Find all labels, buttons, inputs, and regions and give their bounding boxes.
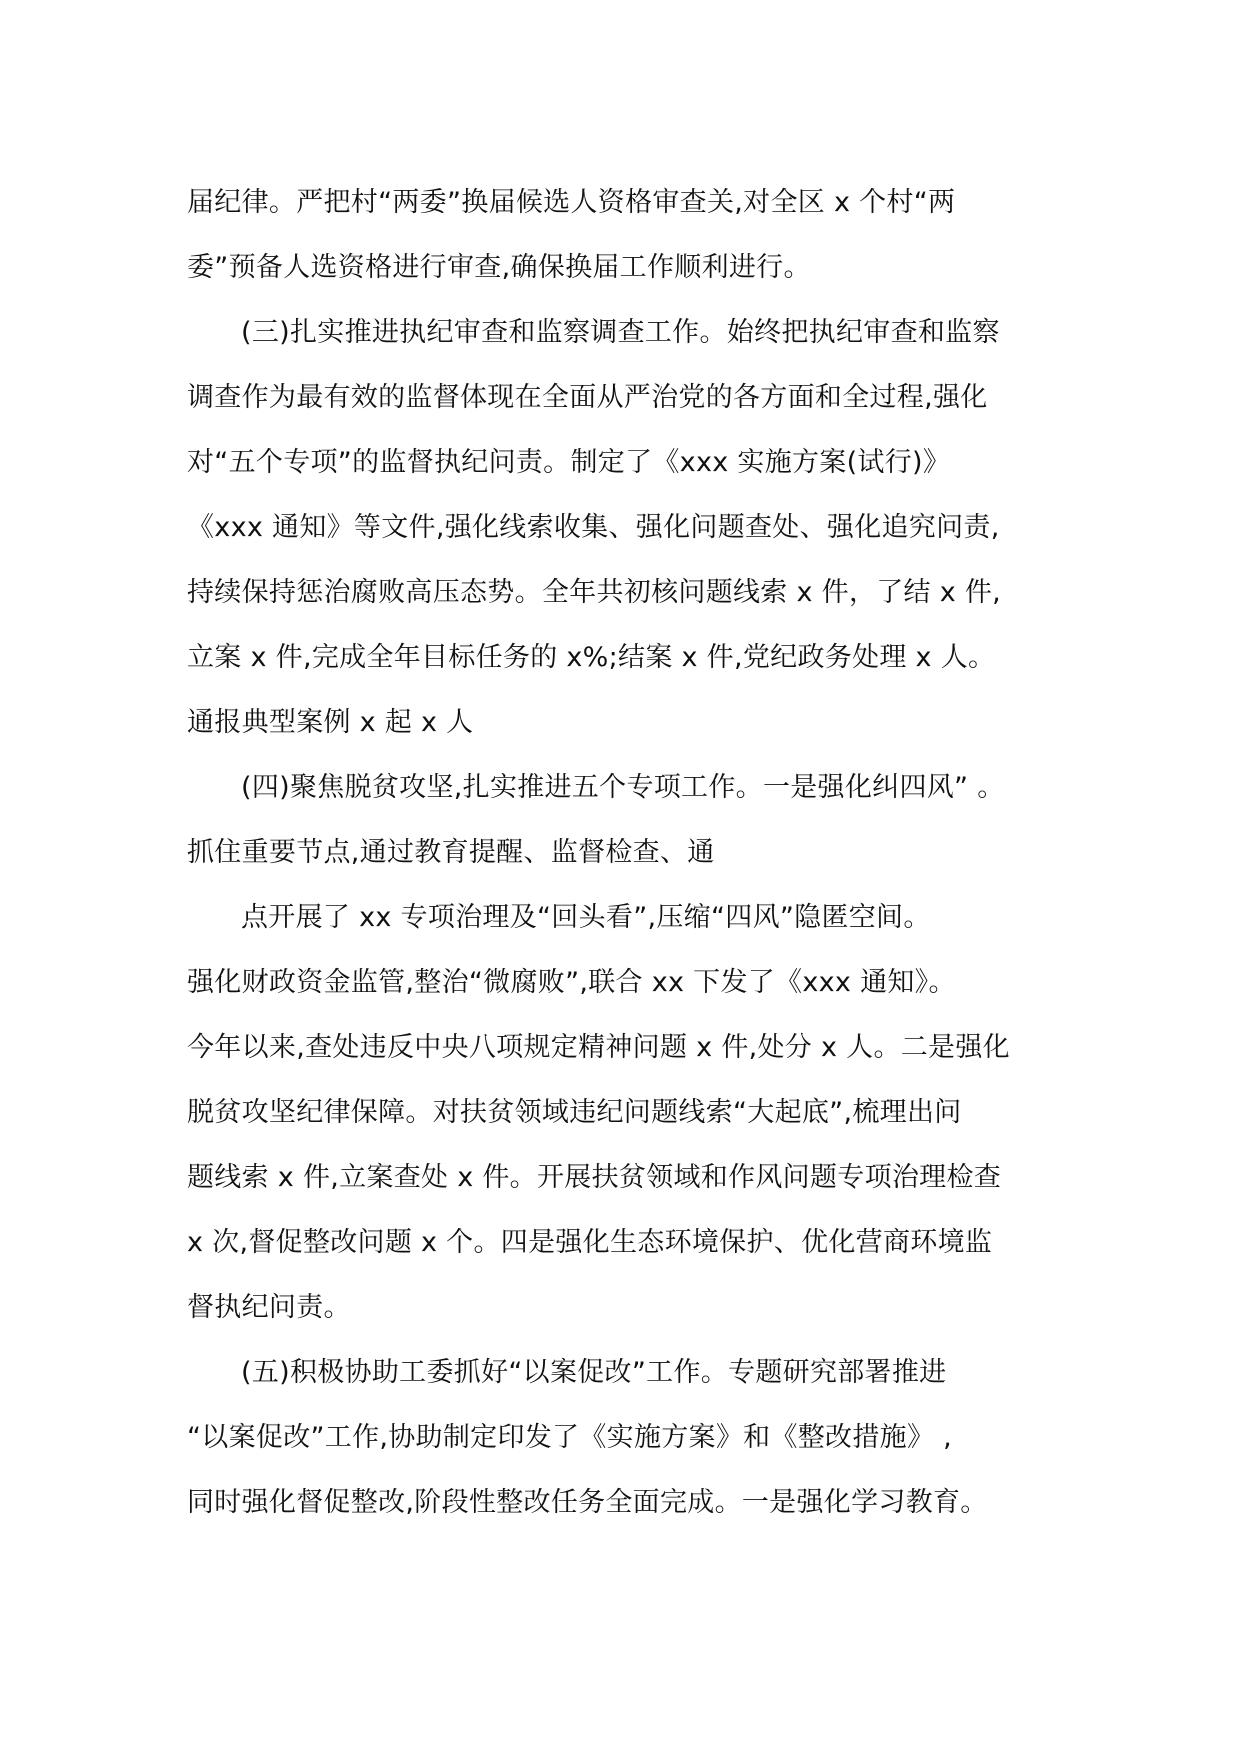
text-line: 脱贫攻坚纪律保障。对扶贫领域违纪问题线索“大起底”,梳理出问 [187, 1097, 962, 1128]
paragraph-section-five [187, 1340, 1057, 1535]
text-line: 委”预备人选资格进行审查,确保换届工作顺利进行。 [187, 252, 811, 283]
text-line: 调查作为最有效的监督体现在全面从严治党的各方面和全过程,强化 [187, 382, 988, 413]
paragraph-section-four [187, 755, 1057, 885]
text-line: 对“五个专项”的监督执纪问责。制定了《xxx 实施方案(试行)》 [187, 447, 951, 478]
text-line: 今年以来,查处违反中央八项规定精神问题 x 件,处分 x 人。二是强化 [187, 1032, 1010, 1063]
paragraph-election-discipline [187, 170, 1057, 300]
text-line: 《xxx 通知》等文件,强化线索收集、强化问题查处、强化追究问责, [187, 512, 1000, 543]
text-line: 立案 x 件,完成全年目标任务的 x%;结案 x 件,党纪政务处理 x 人。 [187, 642, 996, 673]
document-body [187, 170, 1057, 1535]
text-line: 持续保持惩治腐败高压态势。全年共初核问题线索 x 件，了结 x 件, [187, 577, 1002, 608]
text-line: 抓住重要节点,通过教育提醒、监督检查、通 [187, 837, 715, 868]
paragraph-section-three [187, 300, 1057, 755]
text-line: “以案促改”工作,协助制定印发了《实施方案》和《整改措施》 , [187, 1422, 953, 1453]
text-line: 点开展了 xx 专项治理及“回头看”,压缩“四风”隐匿空间。 [241, 902, 931, 933]
text-line: (四)聚焦脱贫攻坚,扎实推进五个专项工作。一是强化纠四风” 。 [241, 772, 1005, 803]
text-line: 同时强化督促整改,阶段性整改任务全面完成。一是强化学习教育。 [187, 1487, 988, 1518]
text-line: (五)积极协助工委抓好“以案促改”工作。专题研究部署推进 [241, 1357, 947, 1388]
text-line: 届纪律。严把村“两委”换届候选人资格审查关,对全区 x 个村“两 [187, 187, 956, 218]
text-line: 强化财政资金监管,整治“微腐败”,联合 xx 下发了《xxx 通知》。 [187, 967, 956, 998]
paragraph-special-governance [187, 885, 1057, 1340]
text-line: 督执纪问责。 [187, 1292, 351, 1323]
text-line: x 次,督促整改问题 x 个。四是强化生态环境保护、优化营商环境监 [187, 1227, 993, 1258]
text-line: (三)扎实推进执纪审查和监察调查工作。始终把执纪审查和监察 [241, 317, 1000, 348]
text-line: 通报典型案例 x 起 x 人 [187, 707, 474, 738]
text-line: 题线索 x 件,立案查处 x 件。开展扶贫领域和作风问题专项治理检查 [187, 1162, 1002, 1193]
